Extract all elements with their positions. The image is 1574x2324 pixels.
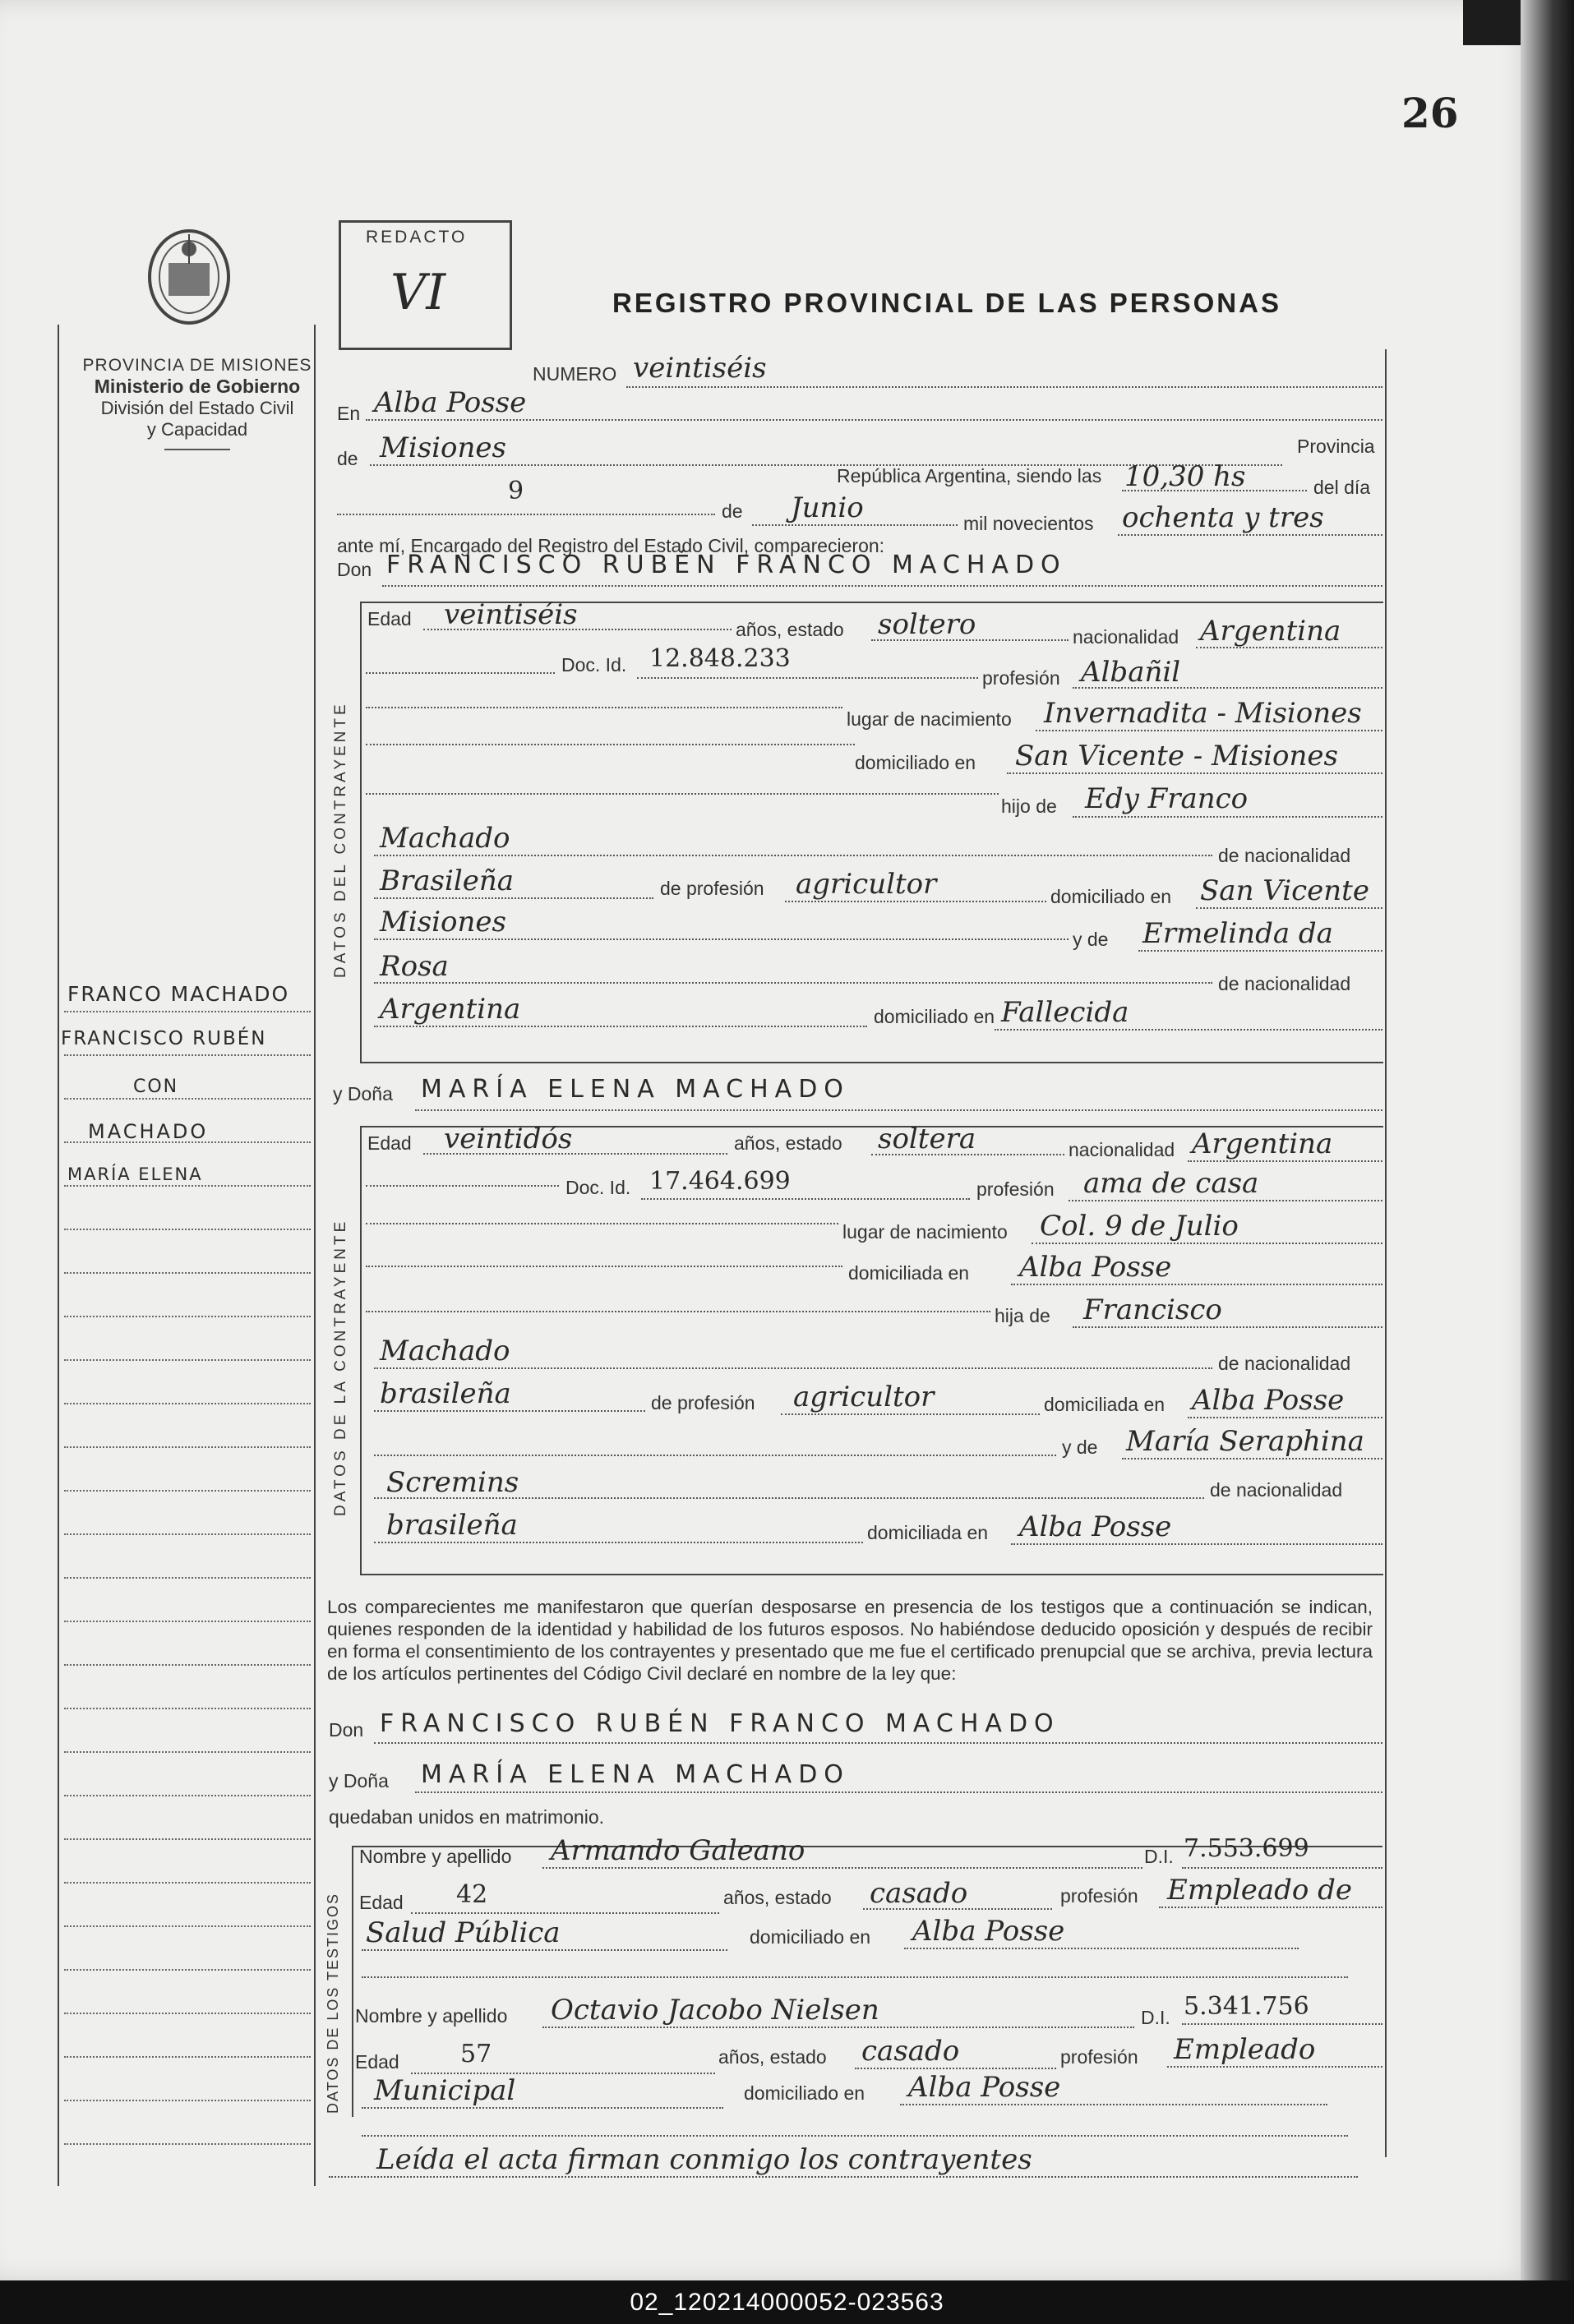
anio-value: ochenta y tres — [1122, 501, 1324, 534]
de-nacionalidad-label: de nacionalidad — [1218, 1353, 1351, 1374]
padre-nacionalidad: Brasileña — [380, 865, 514, 897]
domicilio-label: domiciliada en — [848, 1262, 970, 1284]
padre-domicilio: Alba Posse — [1192, 1384, 1345, 1417]
header-province: PROVINCIA DE MISIONES — [82, 356, 312, 375]
madre-value-2: Scremins — [386, 1466, 519, 1499]
t2-domicilio-label: domiciliado en — [744, 2082, 865, 2104]
margin-dotted-line — [64, 1533, 311, 1535]
y-de-label: y de — [1062, 1436, 1098, 1458]
lugar-value: Col. 9 de Julio — [1040, 1210, 1239, 1243]
padre-value-1: Edy Franco — [1085, 782, 1249, 815]
edad-label: Edad — [367, 1132, 412, 1154]
t2-di-label: D.I. — [1141, 2007, 1170, 2028]
margin-dotted-line — [64, 1664, 311, 1666]
margin-dotted-line — [64, 2100, 311, 2101]
redacto-initials: VI — [390, 264, 446, 321]
margin-dotted-line — [64, 1403, 311, 1404]
t1-profesion-1: Empleado de — [1167, 1874, 1353, 1907]
hija-de-label: hija de — [995, 1305, 1050, 1326]
del-dia-label: del día — [1313, 477, 1371, 498]
madre-domicilio: Fallecida — [1001, 996, 1129, 1029]
margin-dotted-line — [64, 1621, 311, 1622]
mes-value: Junio — [791, 491, 864, 524]
t2-nombre-label: Nombre y apellido — [355, 2005, 508, 2027]
t1-estado: casado — [870, 1877, 968, 1910]
y-de-label: y de — [1073, 929, 1109, 950]
t1-anios-label: años, estado — [723, 1887, 832, 1908]
domicilio-value: Alba Posse — [1019, 1251, 1172, 1284]
numero-label: NUMERO — [533, 363, 617, 385]
image-identifier: 02_120214000052-023563 — [0, 2280, 1574, 2324]
madre-nacionalidad: brasileña — [386, 1509, 518, 1542]
dia-value: 9 — [508, 477, 524, 505]
t2-edad: 57 — [460, 2040, 492, 2068]
margin-dotted-line — [64, 1795, 311, 1796]
contrayenta-name: MARÍA ELENA MACHADO — [421, 1075, 850, 1104]
madre-domicilio-label: domiciliada en — [867, 1522, 989, 1543]
redacto-label: REDACTO — [366, 228, 468, 247]
republica-label: República Argentina, siendo las — [837, 465, 1102, 486]
madre-domicilio-label: domiciliado en — [874, 1006, 995, 1027]
nacionalidad-value: Argentina — [1192, 1127, 1333, 1160]
lugar-label: lugar de nacimiento — [847, 708, 1012, 730]
padre-value-2: Machado — [380, 1335, 510, 1367]
padre-value-1: Francisco — [1083, 1293, 1222, 1326]
nacionalidad-value: Argentina — [1200, 615, 1341, 648]
provincial-seal — [144, 226, 234, 333]
page-title: REGISTRO PROVINCIAL DE LAS PERSONAS — [612, 288, 1281, 318]
margin-dotted-line — [64, 1359, 311, 1361]
margin-dotted-line — [64, 1054, 311, 1056]
de-profesion-label: de profesión — [660, 878, 764, 899]
de-profesion-label: de profesión — [651, 1392, 755, 1413]
margin-dotted-line — [64, 1751, 311, 1753]
lugar-label: lugar de nacimiento — [842, 1221, 1008, 1243]
en-value: Alba Posse — [374, 386, 527, 419]
t2-profesion-label: profesión — [1060, 2046, 1138, 2068]
estado-value: soltero — [878, 608, 976, 641]
header-capacity: y Capacidad — [146, 419, 248, 440]
margin-dotted-line — [64, 2056, 311, 2058]
dona-label: y Doña — [333, 1083, 393, 1104]
union-dona-name: MARÍA ELENA MACHADO — [421, 1760, 850, 1789]
t1-di: 7.553.699 — [1184, 1834, 1309, 1863]
margin-dotted-line — [64, 1925, 311, 1927]
padre-domicilio-1: San Vicente — [1200, 874, 1369, 907]
provincia-label: Provincia — [1297, 436, 1375, 457]
madre-nacionalidad-label: de nacionalidad — [1218, 973, 1351, 994]
profesion-label: profesión — [982, 667, 1060, 689]
contrayente-side-label: DATOS DEL CONTRAYENTE — [332, 701, 349, 978]
margin-dotted-line — [64, 1882, 311, 1884]
madre-nacionalidad: Argentina — [380, 993, 521, 1026]
doc-value: 12.848.233 — [649, 644, 791, 673]
nacionalidad-label: nacionalidad — [1073, 626, 1179, 648]
redacto-box — [339, 220, 512, 350]
margin-dotted-line — [64, 1272, 311, 1274]
padre-domicilio-label: domiciliado en — [1050, 886, 1172, 907]
margin-dotted-line — [64, 1316, 311, 1317]
t1-nombre-label: Nombre y apellido — [359, 1846, 512, 1867]
t2-domicilio: Alba Posse — [908, 2071, 1061, 2104]
t2-profesion-1: Empleado — [1174, 2033, 1316, 2066]
margin-dotted-line — [64, 1011, 311, 1012]
anios-estado-label: años, estado — [736, 619, 844, 640]
numero-value: veintiséis — [633, 352, 767, 385]
mil-label: mil novecientos — [963, 513, 1094, 534]
margin-dotted-line — [64, 1577, 311, 1579]
madre-nacionalidad-label: de nacionalidad — [1210, 1479, 1343, 1501]
provincia-value: Misiones — [380, 431, 506, 464]
t1-domicilio-label: domiciliado en — [750, 1926, 871, 1948]
quedaban-text: quedaban unidos en matrimonio. — [329, 1806, 605, 1828]
margin-dotted-line — [64, 1185, 311, 1187]
doc-label: Doc. Id. — [565, 1177, 631, 1198]
estado-value: soltera — [878, 1123, 976, 1155]
madre-value-2: Rosa — [380, 950, 449, 983]
de-fecha-label: de — [722, 500, 743, 522]
edad-value: veintiséis — [444, 598, 578, 631]
de-nacionalidad-label: de nacionalidad — [1218, 845, 1351, 866]
book-binding — [1521, 0, 1574, 2280]
domicilio-label: domiciliado en — [855, 752, 976, 773]
contrayente-name: FRANCISCO RUBÉN FRANCO MACHADO — [386, 551, 1067, 579]
profesion-value: Albañil — [1081, 656, 1181, 689]
margin-dotted-line — [64, 2143, 311, 2145]
closing-text: Leída el acta firman conmigo los contrayentes — [376, 2143, 1032, 2176]
ante-text: ante mí, Encargado del Registro del Estado Civil, comparecieron: — [337, 535, 885, 556]
padre-profesion: agricultor — [796, 868, 937, 901]
margin-note-line: FRANCO MACHADO — [67, 982, 290, 1006]
madre-domicilio: Alba Posse — [1019, 1510, 1172, 1543]
edad-label: Edad — [367, 608, 412, 629]
padre-domicilio-label: domiciliada en — [1044, 1394, 1165, 1415]
t1-domicilio: Alba Posse — [912, 1915, 1065, 1948]
madre-value-1: Ermelinda da — [1142, 917, 1333, 950]
profesion-value: ama de casa — [1083, 1167, 1259, 1200]
madre-value-1: María Seraphina — [1126, 1425, 1364, 1458]
padre-profesion: agricultor — [793, 1381, 935, 1413]
don-label: Don — [337, 559, 372, 580]
t2-estado: casado — [861, 2035, 960, 2068]
profesion-label: profesión — [976, 1178, 1055, 1200]
t1-profesion-label: profesión — [1060, 1885, 1138, 1907]
doc-label: Doc. Id. — [561, 654, 627, 676]
margin-note-line: FRANCISCO RUBÉN — [61, 1028, 267, 1049]
ministry-header — [66, 356, 329, 450]
union-dona-label: y Doña — [329, 1770, 389, 1791]
t2-di: 5.341.756 — [1184, 1992, 1309, 2021]
margin-dotted-line — [64, 2013, 311, 2014]
margin-dotted-line — [64, 1490, 311, 1492]
union-don-label: Don — [329, 1719, 364, 1741]
doc-value: 17.464.699 — [649, 1167, 791, 1196]
edad-value: veintidós — [444, 1123, 573, 1155]
margin-note-line: MACHADO — [88, 1120, 209, 1143]
t1-di-label: D.I. — [1144, 1846, 1174, 1867]
header-division: División del Estado Civil — [100, 398, 294, 418]
header-ministry: Ministerio de Gobierno — [94, 376, 301, 397]
en-label: En — [337, 403, 361, 424]
de-label: de — [337, 448, 358, 469]
margin-dotted-line — [64, 1838, 311, 1840]
domicilio-value: San Vicente - Misiones — [1015, 740, 1338, 772]
nacionalidad-label: nacionalidad — [1069, 1139, 1175, 1160]
declaration-paragraph: Los comparecientes me manifestaron que querían desposarse en presencia de los testigos que a continuación se indican, quienes responden de la identidad y habilidad de los futuros esposos. No habiéndose deducido oposición y después de recibir en forma el consentimiento de los contrayentes y presentado que me fue el certificado prenupcial que se archiva, previa lectura de los artículos pertinentes del Código Civil declaré en nombre de la ley que: — [327, 1597, 1373, 1684]
hijo-de-label: hijo de — [1001, 795, 1057, 817]
margin-dotted-line — [64, 1969, 311, 1971]
t1-profesion-2: Salud Pública — [366, 1916, 561, 1949]
margin-dotted-line — [64, 1708, 311, 1709]
padre-domicilio-2: Misiones — [380, 906, 506, 938]
anios-estado-label: años, estado — [734, 1132, 842, 1154]
t2-nombre: Octavio Jacobo Nielsen — [551, 1994, 879, 2027]
union-don-name: FRANCISCO RUBÉN FRANCO MACHADO — [380, 1709, 1060, 1738]
padre-value-2: Machado — [380, 822, 510, 855]
margin-dotted-line — [64, 1446, 311, 1448]
margin-note-line: CON — [133, 1077, 179, 1097]
lugar-value: Invernadita - Misiones — [1044, 697, 1362, 730]
page-number: 26 — [1401, 89, 1459, 137]
t2-anios-label: años, estado — [718, 2046, 827, 2068]
padre-nacionalidad: brasileña — [380, 1377, 511, 1410]
t1-edad: 42 — [456, 1880, 488, 1909]
margin-dotted-line — [64, 1229, 311, 1230]
margin-dotted-line — [64, 1098, 311, 1100]
t1-edad-label: Edad — [359, 1892, 404, 1913]
contrayenta-side-label: DATOS DE LA CONTRAYENTE — [332, 1218, 349, 1516]
testigos-side-label: DATOS DE LOS TESTIGOS — [325, 1892, 341, 2114]
margin-note-line: MARÍA ELENA — [67, 1164, 203, 1184]
t2-profesion-2: Municipal — [374, 2074, 516, 2107]
t2-edad-label: Edad — [355, 2051, 399, 2073]
hora-value: 10,30 hs — [1124, 460, 1246, 493]
t1-nombre: Armando Galeano — [551, 1834, 805, 1867]
